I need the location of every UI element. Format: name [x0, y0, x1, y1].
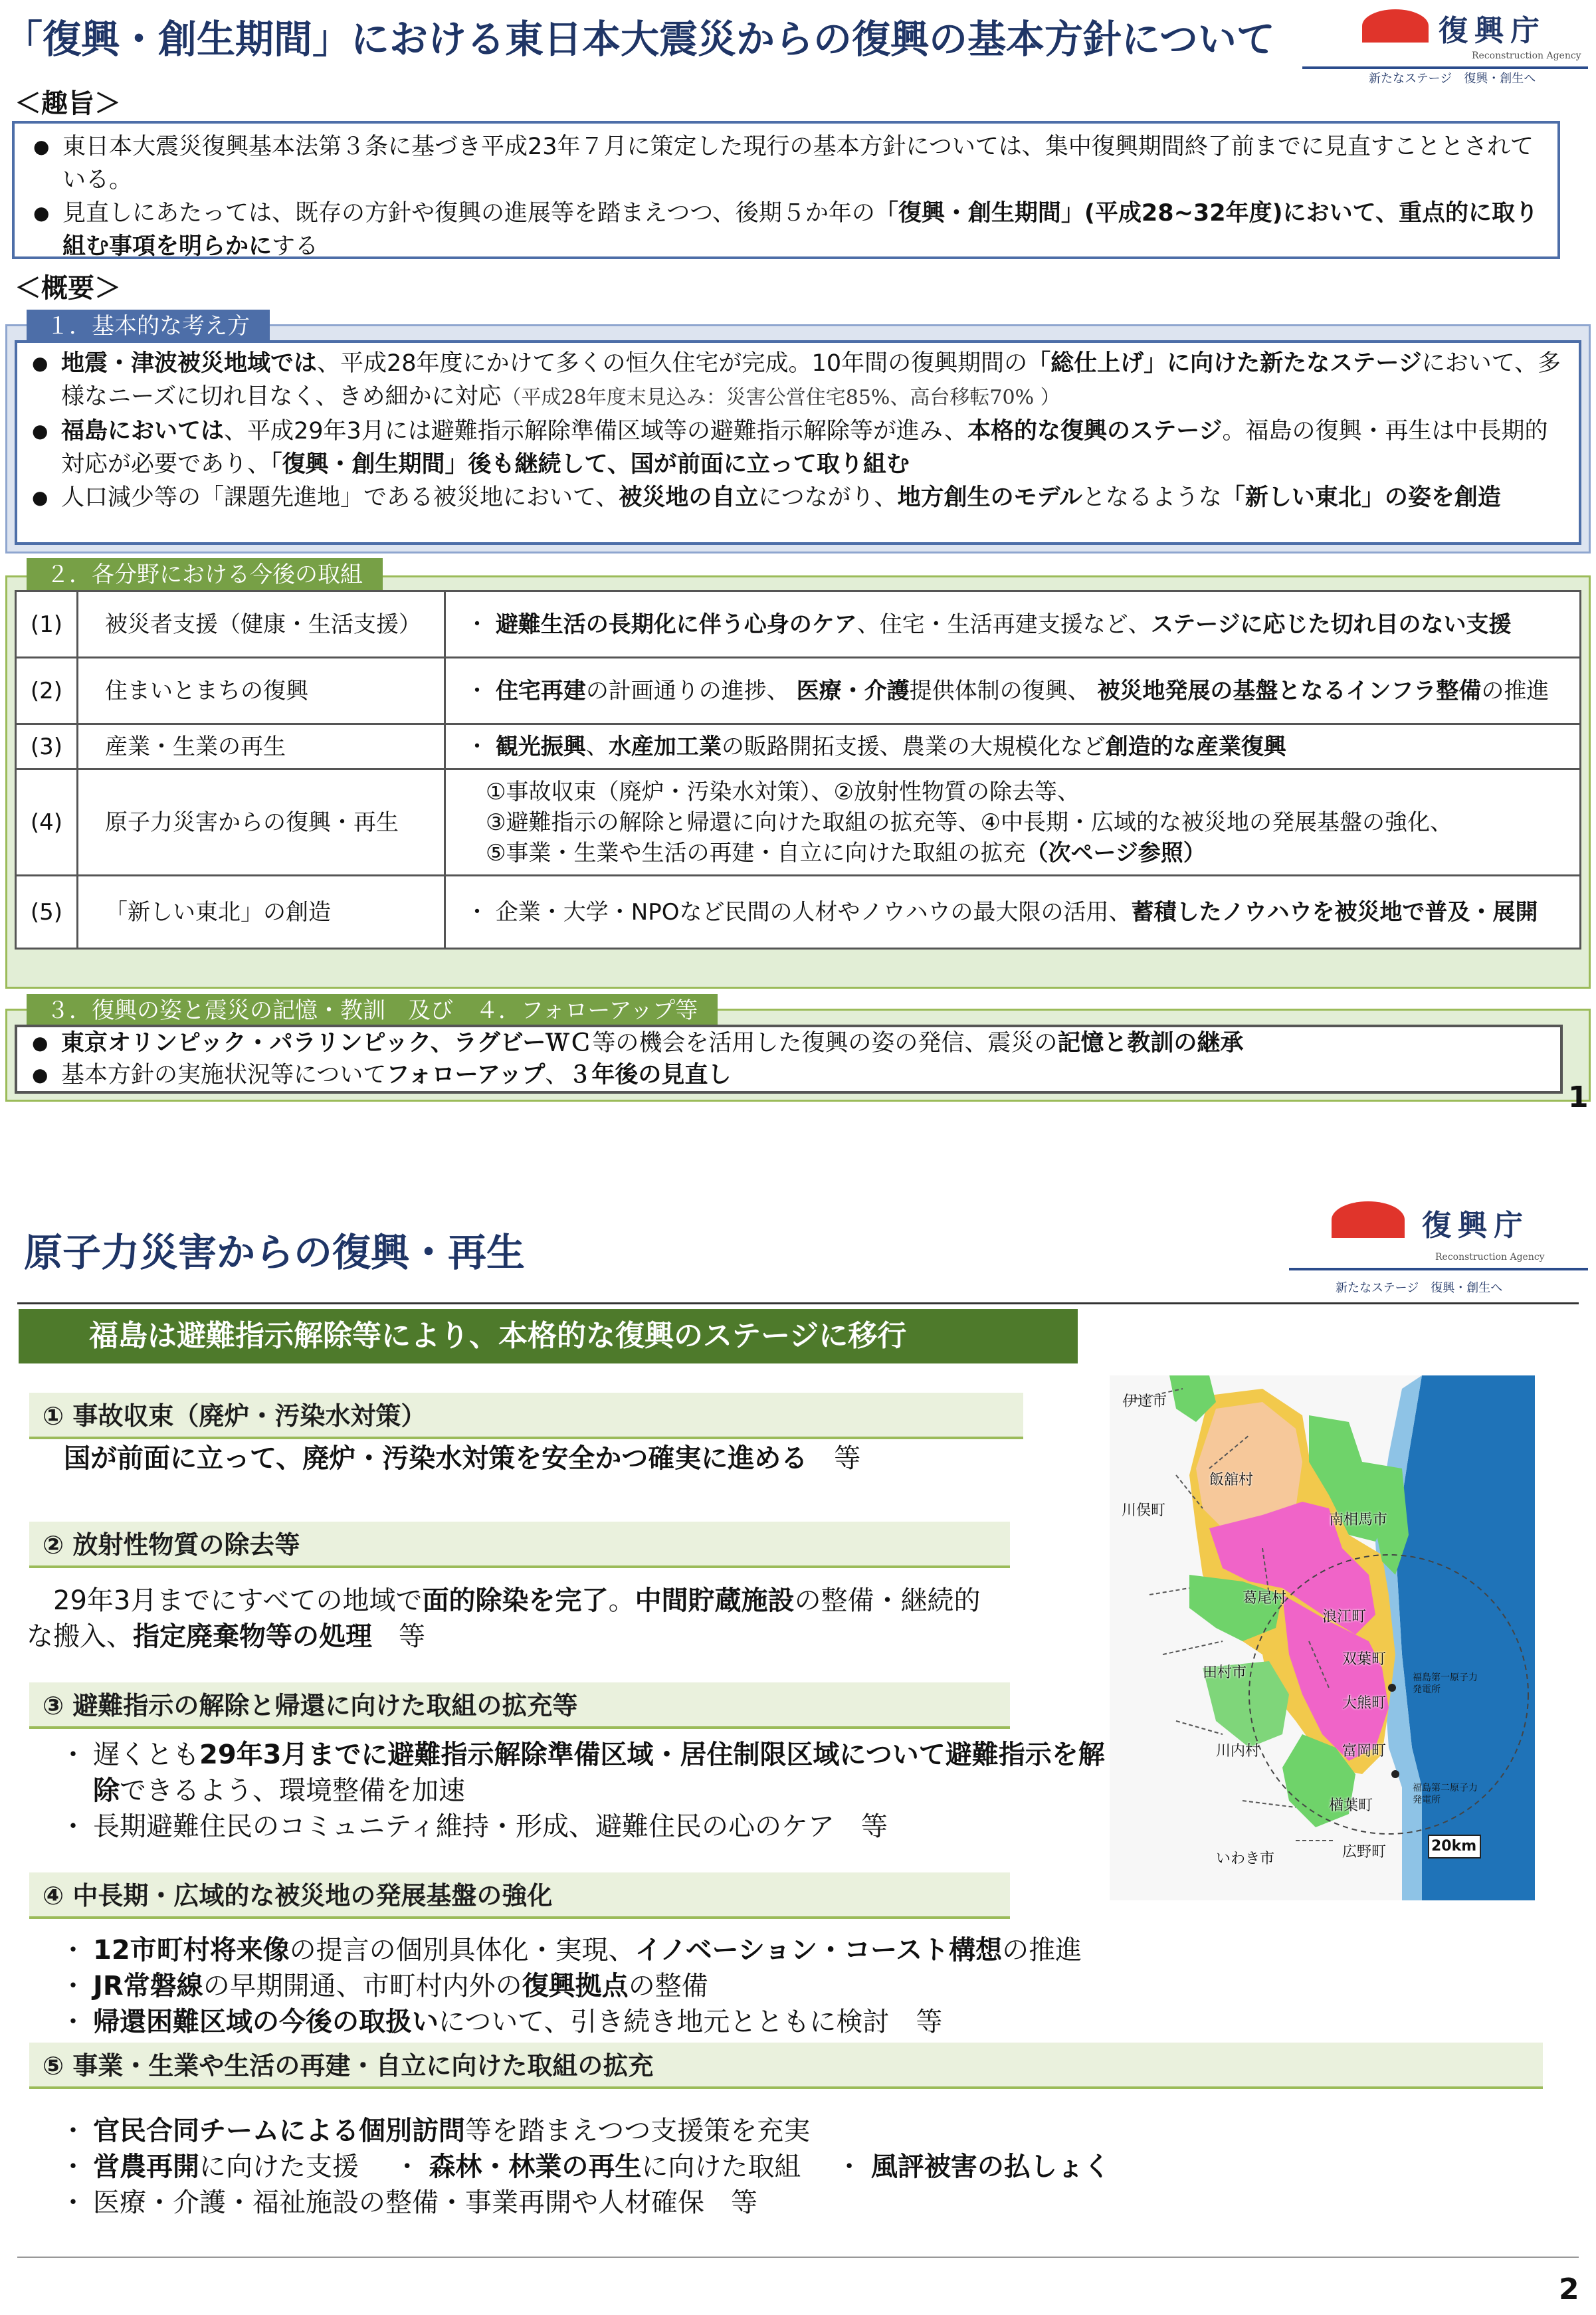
logo-divider [1289, 1268, 1588, 1270]
banner-text: 福島は避難指示解除等により、本格的な復興のステージに移行 [89, 1319, 907, 1353]
bullet-item [24, 347, 1565, 415]
bold-text: 「新しい東北」の姿を創造 [1221, 484, 1501, 511]
row-number: (5) [16, 876, 78, 949]
bold-text: 12市町村将来像 [93, 1935, 290, 1965]
section-line [64, 1441, 1127, 1476]
area-name: 原子力災害からの復興・再生 [78, 769, 445, 876]
map-label: 伊達市 [1123, 1393, 1167, 1410]
bold-text: 避難生活の長期化に伴う心身のケア [495, 611, 857, 638]
text-run: ・ [466, 611, 496, 638]
text-run: 人口減少等の「課題先進地」である被災地において、 [61, 484, 619, 511]
text-run: の推進 [1481, 677, 1549, 704]
bold-text: 蓄積したノウハウを被災地で普及・展開 [1131, 898, 1538, 926]
area-name: 「新しい東北」の創造 [78, 876, 445, 949]
section-heading: ③ 避難指示の解除と帰還に向けた取組の拡充等 [29, 1682, 1010, 1729]
area-content [445, 658, 1581, 724]
section-body [60, 1932, 1123, 2040]
text-run: の提言の個別具体化・実現、 [289, 1935, 635, 1965]
bullet-item [25, 130, 1544, 197]
purpose-box [12, 121, 1560, 259]
text-run: の推進 [1002, 1935, 1082, 1965]
bold-text: 地方創生のモデル [897, 484, 1082, 511]
logo-english: Reconstruction Agency [1435, 1252, 1545, 1262]
text-run: 医療・介護・福祉施設の整備・事業再開や人材確保 等 [93, 2187, 757, 2218]
areas-table [15, 590, 1581, 950]
plant-1-marker [1388, 1684, 1396, 1692]
text-run: 遅くとも [93, 1740, 199, 1770]
section-body [27, 1583, 983, 1655]
text-run: の早期開通、市町村内外の [203, 1971, 522, 2001]
bold-text: フォローアップ [386, 1062, 546, 1088]
purpose-list [25, 130, 1544, 263]
map-label: 南相馬市 [1329, 1512, 1388, 1528]
bold-text: 風評被害の払しょく [870, 2152, 1110, 2182]
bold-text: 森林・林業の再生 [429, 2152, 642, 2182]
text-run: 、平成29年3月には避難指示解除準備区域等の避難指示解除等が進み、 [224, 418, 967, 445]
table-row [16, 591, 1581, 658]
fukushima-map [1110, 1375, 1535, 1900]
bold-text: 東京オリンピック・パラリンピック、ラグビーＷＣ [61, 1030, 593, 1057]
row-number: (1) [16, 591, 78, 658]
bold-text: 福島においては [61, 418, 225, 445]
section-list [60, 1737, 1123, 1845]
bold-text: ３年後の見直し [568, 1062, 732, 1088]
section-heading: ② 放射性物質の除去等 [29, 1522, 1010, 1568]
text-run: （平成28年度末見込み：災害公営住宅85%、高台移転70% ） [501, 386, 1060, 409]
slide-2-bottom-rule [17, 2257, 1579, 2258]
list-item [60, 2149, 1488, 2185]
bold-text: 医療・介護 [796, 677, 910, 704]
fukushima-map-svg [1110, 1375, 1535, 1900]
text-run: 提供体制の復興、 [909, 677, 1098, 704]
text-run: 。福島の復興・再生は中長期的対応が必要であり、 [61, 418, 1548, 478]
text-run: ①事故収束（廃炉・汚染水対策）、②放射性物質の除去等、 [486, 778, 1080, 805]
text-run: 、 [545, 1062, 569, 1088]
logo-english: Reconstruction Agency [1472, 50, 1581, 61]
bold-text: 住宅再建 [495, 677, 586, 704]
area-name: 被災者支援（健康・生活支援） [78, 591, 445, 658]
text-run: 東日本大震災復興基本法第３条に基づき平成23年７月に策定した現行の基本方針については、集中復興期間終了前までに見直すこととされている。 [62, 134, 1534, 193]
bold-text: 被災地の自立 [619, 484, 759, 511]
bullet-item [24, 481, 1565, 514]
text-run: 29年3月までにすべての地域で [27, 1585, 423, 1616]
basic-tab: １．基本的な考え方 [27, 310, 270, 343]
plant-2-label: 福島第二原子力発電所 [1413, 1783, 1478, 1805]
map-label: 川内村 [1216, 1743, 1260, 1760]
memory-list [24, 1027, 1547, 1091]
bold-text: 営農再開 [93, 2152, 199, 2182]
bold-text: 記憶と教訓の継承 [1057, 1030, 1244, 1057]
text-run: の計画通りの進捗、 [585, 677, 797, 704]
text-run: ③避難指示の解除と帰還に向けた取組の拡充等、④中長期・広域的な被災地の発展基盤の強化、 [486, 809, 1452, 836]
bold-text: JR常磐線 [93, 1971, 203, 2001]
text-run: できるよう、環境整備を加速 [120, 1775, 465, 1806]
plant-2-marker [1391, 1770, 1399, 1778]
list-item [60, 1809, 1123, 1845]
text-run: ・ [466, 677, 496, 704]
area-content [445, 769, 1581, 876]
banner [19, 1309, 1078, 1363]
bold-text: 観光振興 [495, 733, 586, 760]
bold-text: 「総仕上げ」に向けた新たなステージ [1027, 350, 1422, 377]
map-label: 葛尾村 [1243, 1590, 1287, 1607]
bold-text: 水産加工業 [608, 733, 722, 760]
logo-name: 復興庁 [1439, 14, 1546, 48]
slide-2-title: 原子力災害からの復興・再生 [24, 1230, 526, 1275]
sun-logo-icon [1362, 9, 1429, 43]
slide-1-title: 「復興・創生期間」における東日本大震災からの復興の基本方針について [4, 17, 1275, 62]
text-run: につながり、 [758, 484, 898, 511]
bold-text: 本格的な復興のステージ [967, 418, 1223, 445]
bold-text: 復興拠点 [522, 1971, 629, 2001]
table-row [16, 658, 1581, 724]
basic-list [24, 347, 1565, 514]
basic-box [15, 340, 1581, 545]
bold-text: 地震・津波被災地域では [61, 350, 318, 377]
text-run: 基本方針の実施状況等について [61, 1062, 387, 1088]
area-name: 住まいとまちの復興 [78, 658, 445, 724]
bold-text: （次ページ参照） [1025, 839, 1206, 866]
bold-text: 「復興・創生期間」後も継続して、国が前面に立って取り組む [270, 451, 910, 478]
section-heading: ④ 中長期・広域的な被災地の発展基盤の強化 [29, 1872, 1010, 1919]
table-row [16, 876, 1581, 949]
text-run: ・ 企業・大学・NPOなど民間の人材やノウハウの最大限の活用、 [466, 898, 1132, 926]
logo-tagline: 新たなステージ 復興・創生へ [1336, 1281, 1503, 1295]
list-item [60, 1932, 1123, 1968]
row-number: (4) [16, 769, 78, 876]
memory-box [15, 1025, 1563, 1094]
map-label: 双葉町 [1342, 1651, 1387, 1668]
overview-heading: ＜概要＞ [15, 273, 121, 304]
list-item [60, 1968, 1123, 2004]
map-label: いわき市 [1216, 1851, 1275, 1867]
text-run: 見直しにあたっては、既存の方針や復興の進展等を踏まえつつ、後期５か年の [62, 200, 875, 227]
bold-text: 帰還困難区域の今後の取扱い [93, 2007, 439, 2037]
row-number: (2) [16, 658, 78, 724]
map-label: 田村市 [1203, 1664, 1247, 1681]
text-run: に向けた取組 ・ [641, 2152, 871, 2182]
bold-text: 被災地発展の基盤となるインフラ整備 [1097, 677, 1482, 704]
text-run: 等 [807, 1443, 861, 1474]
bold-text: 29年3月までに避難指示解除準備区域・居住制限区域について避難指示を解除 [93, 1740, 1105, 1806]
map-label: 飯舘村 [1209, 1472, 1254, 1488]
section-body [64, 1441, 1127, 1476]
plant-1-label: 福島第一原子力発電所 [1413, 1672, 1478, 1695]
bold-text: 面的除染を完了 [422, 1585, 609, 1616]
logo-tagline: 新たなステージ 復興・創生へ [1369, 72, 1536, 86]
list-item [60, 2185, 1488, 2221]
bullet-item [25, 197, 1544, 263]
section-body [60, 1737, 1123, 1845]
section-list [60, 1932, 1123, 2040]
text-run: 長期避難住民のコミュニティ維持・形成、避難住民の心のケア 等 [93, 1811, 888, 1842]
sun-logo-icon [1332, 1201, 1405, 1238]
page-number-2: 2 [1559, 2272, 1579, 2306]
bold-text: 中間貯蔵施設 [635, 1585, 795, 1616]
bold-text: イノベーション・コースト構想 [635, 1935, 1003, 1965]
scale-label: 20km [1431, 1838, 1477, 1855]
section-heading: ① 事故収束（廃炉・汚染水対策） [29, 1393, 1023, 1439]
text-run: について、引き続き地元とともに検討 等 [439, 2007, 943, 2037]
bullet-item [24, 1027, 1547, 1059]
text-run: 等 [372, 1621, 425, 1652]
purpose-heading: ＜趣旨＞ [15, 88, 121, 119]
bullet-item [24, 1059, 1547, 1091]
bold-text: 「復興・創生期間」(平成28~32年度)において、重点的に取り組む事項を明らかに [62, 200, 1538, 260]
map-label: 川俣町 [1122, 1502, 1166, 1519]
table-row [16, 769, 1581, 876]
area-content [445, 591, 1581, 658]
bold-text: 指定廃棄物等の処理 [133, 1621, 372, 1652]
memory-tab: ３．復興の姿と震災の記憶・教訓 及び ４．フォローアップ等 [27, 994, 718, 1027]
logo-name: 復興庁 [1422, 1209, 1530, 1243]
map-label: 富岡町 [1342, 1743, 1387, 1760]
section-line [27, 1583, 983, 1655]
text-run: の整備 [628, 1971, 708, 2001]
area-name: 産業・生業の再生 [78, 724, 445, 769]
bold-text: 国が前面に立って、廃炉・汚染水対策を安全かつ確実に進める [64, 1443, 808, 1474]
bold-text: 官民合同チームによる個別訪問 [93, 2116, 465, 2146]
list-item [60, 2004, 1123, 2040]
area-content [445, 876, 1581, 949]
area-content [445, 724, 1581, 769]
text-run: の整備・継続的な搬入、 [27, 1585, 981, 1652]
text-run: となるような [1082, 484, 1222, 511]
list-item [60, 1737, 1123, 1809]
text-run: 。 [608, 1585, 635, 1616]
page-number-1: 1 [1568, 1080, 1589, 1114]
text-run: する [272, 233, 319, 260]
map-label: 広野町 [1342, 1844, 1387, 1861]
text-run: において、多様なニーズに切れ目なく、きめ細かに対応 [61, 350, 1561, 410]
bold-text: ステージに応じた切れ目のない支援 [1150, 611, 1512, 638]
text-run: 等を踏まえつつ支援策を充実 [465, 2116, 811, 2146]
table-row [16, 724, 1581, 769]
map-label: 浪江町 [1322, 1609, 1367, 1625]
bullet-item [24, 415, 1565, 481]
section-list [60, 2113, 1488, 2221]
section-heading: ⑤ 事業・生業や生活の再建・自立に向けた取組の拡充 [29, 2043, 1543, 2089]
text-run: ・ [466, 733, 496, 760]
bold-text: 創造的な産業復興 [1105, 733, 1286, 760]
section-body [60, 2113, 1488, 2221]
text-run: 、住宅・生活再建支援など、 [856, 611, 1151, 638]
text-run: の販路開拓支援、農業の大規模化など [721, 733, 1106, 760]
map-label: 楢葉町 [1329, 1797, 1373, 1814]
text-run: 、平成28年度にかけて多くの恒久住宅が完成。10年間の復興期間の [317, 350, 1028, 377]
row-number: (3) [16, 724, 78, 769]
text-run: に向けた支援 ・ [199, 2152, 429, 2182]
text-run: ⑤事業・生業や生活の再建・自立に向けた取組の拡充 [486, 839, 1026, 866]
text-run: 、 [585, 733, 609, 760]
text-run: 等の機会を活用した復興の姿の発信、震災の [592, 1030, 1058, 1057]
areas-tab: ２．各分野における今後の取組 [27, 558, 383, 591]
list-item [60, 2113, 1488, 2149]
map-label: 大熊町 [1342, 1695, 1387, 1712]
